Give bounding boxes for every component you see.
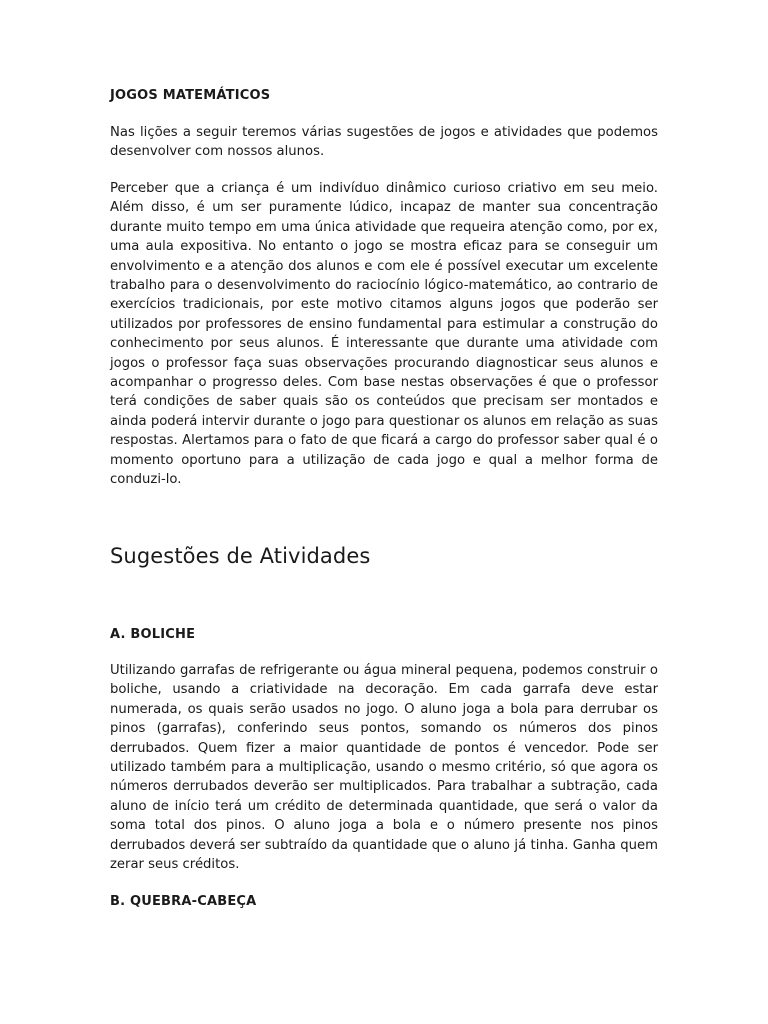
activity-text-boliche: Utilizando garrafas de refrigerante ou água mineral pequena, podemos construir o boliche, usando a criatividade na decoração. Em cada garrafa deve estar numerada, os quais serão usados no jogo. O aluno joga a bola para derrubar os pinos (garrafas), conferindo seus pontos, somando os números dos pinos derrubados. Quem fizer a maior quantidade de pontos é vencedor. Pode ser utilizado também para a multiplicação, usando o mesmo critério, só que agora os números derrubados deverão ser multiplicados. Para trabalhar a subtração, cada aluno de início terá um crédito de determinada quantidade, que será o valor da soma total dos pinos. O aluno joga a bola e o número presente nos pinos derrubados deverá ser subtraído da quantidade que o aluno já tinha. Ganha quem zerar seus créditos. <box>110 663 658 873</box>
intro-paragraph: Nas lições a seguir teremos várias sugestões de jogos e atividades que podemos desenvolver com nossos alunos. <box>110 125 658 160</box>
activity-heading-quebra-cabeca: B. QUEBRA-CABEÇA <box>110 894 257 909</box>
document-heading: JOGOS MATEMÁTICOS <box>110 88 271 103</box>
section-title: Sugestões de Atividades <box>110 544 371 568</box>
body-paragraph: Perceber que a criança é um indivíduo dinâmico curioso criativo em seu meio. Além disso, é um ser puramente lúdico, incapaz de manter sua concentração durante muito tempo em uma única atividade que requeira atenção como, por ex, uma aula expositiva. No entanto o jogo se mostra eficaz para se conseguir um envolvimento e a atenção dos alunos e com ele é possível executar um excelente trabalho para o desenvolvimento do raciocínio lógico-matemático, ao contrario de exercícios tradicionais, por este motivo citamos alguns jogos que poderão ser utilizados por professores de ensino fundamental para estimular a construção do conhecimento por seus alunos. É interessante que durante uma atividade com jogos o professor faça suas observações procurando diagnosticar seus alunos e acompanhar o progresso deles. Com base nestas observações é que o professor terá condições de saber quais são os conteúdos que precisam ser montados e ainda poderá intervir durante o jogo para questionar os alunos em relação as suas respostas. Alertamos para o fato de que ficará a cargo do professor saber qual é o momento oportuno para a utilização de cada jogo e qual a melhor forma de conduzi-lo. <box>110 181 658 488</box>
activity-heading-boliche: A. BOLICHE <box>110 627 196 642</box>
